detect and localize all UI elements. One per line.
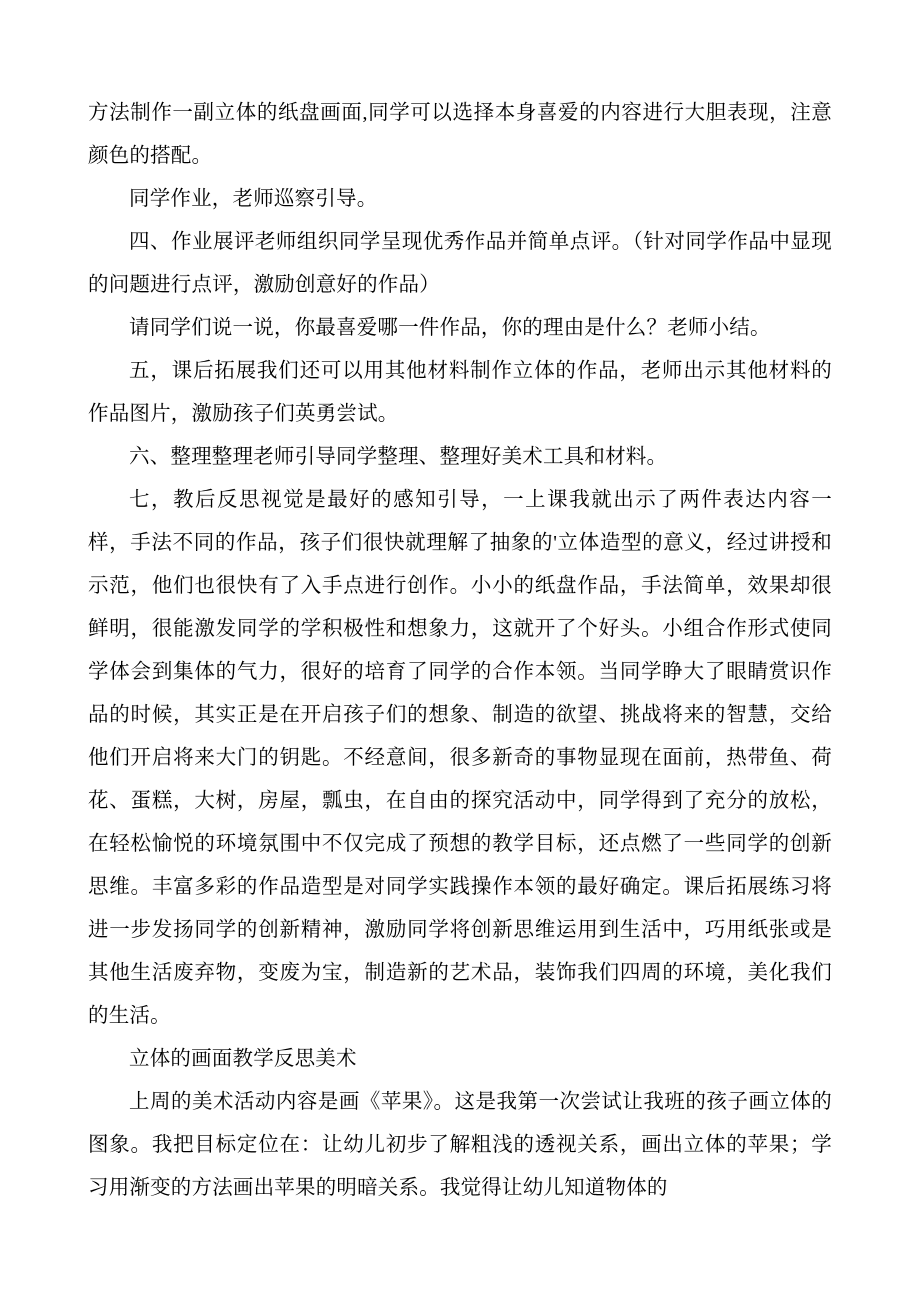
paragraph-9: 上周的美术活动内容是画《苹果》。这是我第一次尝试让我班的孩子画立体的图象。我把目标定位在：让幼儿初步了解粗浅的透视关系，画出立体的苹果；学习用渐变的方法画出苹果的明暗关系。我觉得让幼儿知道物体的: [88, 1091, 832, 1199]
document-body: [88, 92, 832, 1210]
paragraph-2: 同学作业，老师巡察引导。: [129, 188, 378, 210]
paragraph-3: 四、作业展评老师组织同学呈现优秀作品并简单点评。（针对同学作品中显现的问题进行点评，激励创意好的作品）: [88, 231, 832, 296]
paragraph-7: 七，教后反思视觉是最好的感知引导，一上课我就出示了两件表达内容一样，手法不同的作品，孩子们很快就理解了抽象的'立体造型的意义，经过讲授和示范，他们也很快有了入手点进行创作。小小的纸盘作品，手法简单，效果却很鲜明，很能激发同学的学积极性和想象力，这就开了个好头。小组合作形式使同学体会到集体的气力，很好的培育了同学的合作本领。当同学睁大了眼睛赏识作品的时候，其实正是在开启孩子们的想象、制造的欲望、挑战将来的智慧，交给他们开启将来大门的钥匙。不经意间，很多新奇的事物显现在面前，热带鱼、荷花、蛋糕，大树，房屋，瓢虫，在自由的探究活动中，同学得到了充分的放松，在轻松愉悦的环境氛围中不仅完成了预想的教学目标，还点燃了一些同学的创新思维。丰富多彩的作品造型是对同学实践操作本领的最好确定。课后拓展练习将进一步发扬同学的创新精神，激励同学将创新思维运用到生活中，巧用纸张或是其他生活废弃物，变废为宝，制造新的艺术品，装饰我们四周的环境，美化我们的生活。: [88, 489, 832, 1027]
paragraph-5: 五，课后拓展我们还可以用其他材料制作立体的作品，老师出示其他材料的作品图片，激励孩子们英勇尝试。: [88, 360, 832, 425]
paragraph-4: 请同学们说一说，你最喜爱哪一件作品，你的理由是什么？老师小结。: [129, 317, 771, 339]
paragraph-1: 方法制作一副立体的纸盘画面,同学可以选择本身喜爱的内容进行大胆表现，注意颜色的搭配。: [88, 102, 832, 167]
paragraph-6: 六、整理整理老师引导同学整理、整理好美术工具和材料。: [129, 446, 668, 468]
paragraph-8: 立体的画面教学反思美术: [129, 1048, 357, 1070]
